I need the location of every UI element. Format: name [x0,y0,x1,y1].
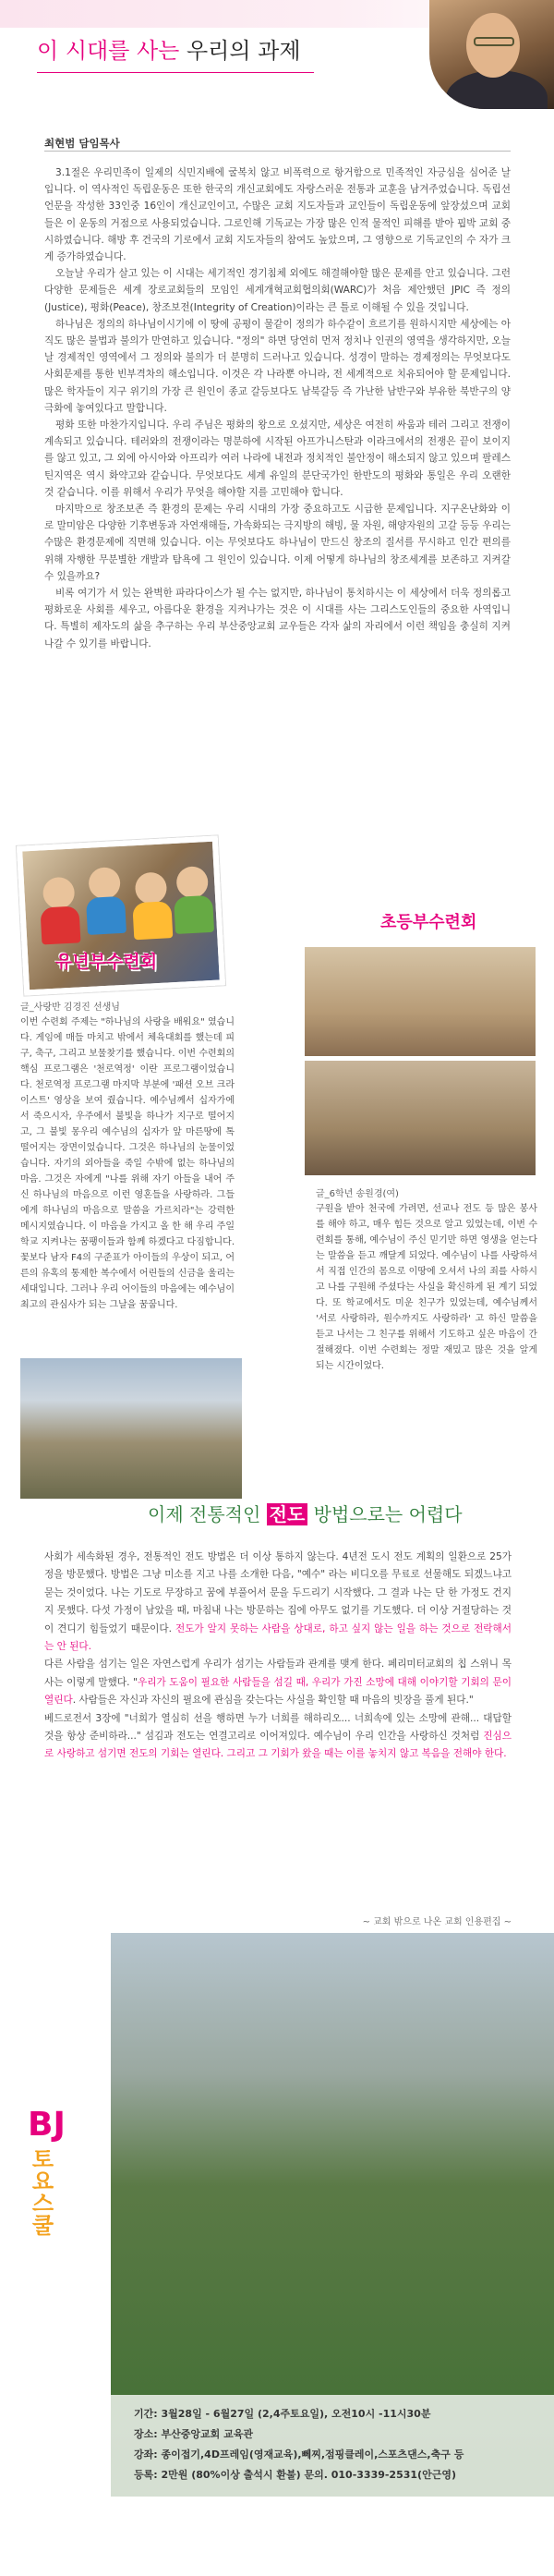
section-pastor-column [0,0,554,813]
youth-body: 이번 수련회 주제는 "하나님의 사랑을 배워요" 였습니다. 게임에 매들 마치고 밖에서 체육대회를 했는데 피구, 축구, 그리고 보물찾기를 했습니다. 이번 수련회의 핵심 프로그램은 '천로역정' 이란 프로그램이었습니다. 천로역정 프로그램 마지막 부분에 '패션 오브 크라이스트' 영상을 보여 줬습니다. 예수님께서 십자가에 서 죽으시자, 우주에서 불빛을 하나가 지구로 떨어지고, 그 불빛 몽우리 예수님의 십자가 앞 마른땅에 톡 떨어지는 장면이었습니다. 그것은 하나님의 눈물이었습니다. 자기의 외아들을 죽일 수밖에 없는 하나님의 마음. 그것은 자에게 "나를 위해 자기 아들을 내어 주신 하나님의 마음으로 이런 영혼들을 사랑하라. 그들에게 하나님의 마음으로 말씀을 가르치라"는 강력한 메시지였습니다. 이 마음을 가지고 올 한 해 우리 주일학교 지켜나는 꿈팽이들과 함께 하겠다고 다짐합니다. 꽃보다 남자 F4의 구준표가 아이들의 우상이 되고, 어른의 유혹의 통제한 복수에서 어린들의 신금을 울리는 세대입니다. 그러나 우리 어이들의 마음에는 예수님이 최고의 관심사가 되는 그날을 꿈꿉니다. [20,1017,235,1310]
paragraph: 하나님은 정의의 하나님이시기에 이 땅에 공평이 물같이 정의가 하수같이 흐르기를 원하시지만 세상에는 아직도 많은 불법과 불의가 만연하고 있습니다. "정의" 하면 당연히 먼저 정치나 인권의 영역을 생각하지만, 오늘날 경제적인 영역에서 그 정의와 불의가 더 분명히 드러나고 있습니다. 성경이 말하는 경제정의는 무엇보다도 사회문제를 통한 빈부격차의 해소입니다. 이것은 각 나라뿐 아니라, 전 세계적으로 치유되어야 할 문제입니다. 많은 학자들이 지구 위기의 가장 큰 원인이 종교 갈등보다도 남북갈등 즉 가난한 남반구와 부유한 북반구의 양극화에 놓여있다고 말합니다. [44,318,511,414]
youth-caption: 글_사랑반 김경진 선생님 [20,1002,120,1013]
outdoor-photo [20,1358,242,1499]
evangelism-title [148,1503,463,1525]
column-title [37,37,301,65]
info-line: 장소: 부산중앙교회 교육관 [134,2428,253,2440]
source-note: ~ 교회 밖으로 나온 교회 인용편집 ~ [362,1917,512,1927]
evangelism-body [44,1549,512,1764]
elementary-body: 구원을 받아 천국에 가려면, 선교나 전도 등 많은 봉사를 해야 하고, 매우 힘든 것으로 알고 있었는데, 이번 수련회를 통해, 예수님이 주신 믿기만 하면 영생을 얻는다는 말씀을 듣고 깨달게 되었다. 예수님이 나를 사랑하셔서 직접 인간의 몸으로 이땅에 오셔서 나의 죄를 사하시고 나를 구원해 주셨다는 사실을 확신하게 된 계기 되었다. 또 학교에서도 미운 친구가 있었는데, 예수님께서 '서로 사랑하라, 원수까지도 사랑하라' 고 하신 말씀을 듣고 나서는 그 친구를 위해서 기도하고 싶은 마음이 간절해졌다. 이번 수련회는 정말 재밌고 많은 것을 알게 되는 시간이었다. [316,1204,537,1371]
title-underline [37,72,314,73]
text-run: 베드로전서 3장에 "너희가 열심히 선을 행하면 누가 너희를 해하리오... 너희속에 있는 소망에 관해... 대답할 것을 항상 준비하라..." 섬김과 전도는 연결고리로 이어져있다. 예수님이 우리 인간을 사랑하신 것처럼 [44,1712,512,1743]
section1-header [0,0,554,92]
info-line: 기간: 3월28일 - 6월27일 (2,4주토요일), 오전10시 -11시30분 [134,2408,431,2420]
section-retreats [0,841,554,1371]
logo-bj: BJ [28,2106,66,2144]
paragraph: 비록 여기가 서 있는 완벽한 파라다이스가 될 수는 없지만, 하나님이 통치하시는 이 세상에서 더욱 정의롭고 평화로운 사회를 세우고, 아름다운 환경을 지켜나가는 것은 이 시대를 사는 그리스도인들의 중요한 사역입니다. 특별히 제자도의 삶을 추구하는 우리 부산중앙교회 교우들은 각자 삶의 자리에서 이런 책임을 충실히 지켜나갈 수 있기를 바랍니다. [44,588,511,650]
elementary-retreat-title: 초등부수련회 [380,913,477,932]
paragraph [44,1656,512,1709]
column-title-suffix: 우리의 과제 [187,38,301,64]
elementary-retreat-photo [305,947,536,1056]
text-run: 사회가 세속화된 경우, 전통적인 전도 방법은 더 이상 통하지 않는다. 4년전 도시 전도 계획의 일환으로 25가정을 방문했다. 방법은 그냥 미소를 지고 나를 소개한 다음, "예수" 라는 비디오를 무료로 선물해도 되겠느냐고 묻는 것이었다. 나는 기도로 무장하고 꿈에 부풀어서 문을 두드리기 시작했다. 그 결과 나는 단 한 가정도 건지지 못했다. 다섯 가정이 남았을 때, 마침내 나는 방문하는 집에 아무도 없기를 기도했다. 더 이상 거절당하는 것이 견디기 힘들었기 때문이다. [44,1551,512,1634]
info-line: 강좌: 종이접기,4D프레임(영재교육),뻬찌,점핑클레이,스포츠댄스,축구 등 [134,2448,464,2461]
paragraph: 마지막으로 창조보존 즉 환경의 문제는 우리 시대의 가장 중요하고도 시급한 문제입니다. 지구온난화와 이로 말미암은 다양한 기후변동과 자연재해들, 가속화되는 극지방의 해빙, 물 자원, 해양자원의 고갈 등등 우리는 수많은 환경문제에 직면해 있습니다. 이는 무엇보다도 하나님이 만드신 창조의 질서를 무시하고 인간 편의를 위해 자행한 무분별한 개발과 탐욕에 그 원인이 있습니다. 이제 어떻게 하나님의 창조세계를 보존하고 지켜갈 수 있을까요? [44,504,511,582]
elementary-caption: 글_6학년 송원경(여) [316,1189,399,1199]
elementary-retreat-photo [305,1061,536,1175]
youth-retreat-title: 유년부수련회 [55,952,158,972]
highlight-text: 우리가 도움이 필요한 사람들을 섬길 때, 우리가 가진 소망에 대해 이야기할 기회의 문이 열린다 [44,1676,512,1707]
highlight-text: 전도가 알지 못하는 사람을 상대로, 하고 싶지 않는 일을 하는 것으로 전락해서는 안 된다. [44,1622,512,1653]
evangelism-title-post: 방법으로는 어렵다 [307,1503,463,1525]
divider [44,151,511,152]
evangelism-title-highlight: 전도 [267,1503,308,1525]
text-run: 다른 사람을 섬기는 일은 자연스럽게 우리가 섬기는 사람들과 관계를 맺게 한다. 페리미터교회의 칩 스위니 목사는 이렇게 말했다. " [44,1659,512,1688]
info-lines [134,2404,464,2485]
author-name: 최현범 담임목사 [44,137,120,150]
section-saturday-school [0,1933,554,2576]
paragraph: 오늘날 우리가 살고 있는 이 시대는 세기적인 경기침체 외에도 해결해야할 많은 문제를 안고 있습니다. 그런 다양한 문제들은 세계 장로교회들의 모임인 세계개혁교회협의회(WARC)가 처음 제안했던 JPIC 즉 정의(Justice), 평화(Peace), 창조보전(Integrity of Creation)이라는 큰 틀로 이해될 수 있을 것입니다. [44,268,511,313]
evangelism-title-pre: 이제 전통적인 [148,1503,267,1525]
pastor-portrait [429,0,554,109]
text-run: . 사람들은 자신과 자신의 필요에 관심을 갖는다는 사실을 확인할 때 마음의 빗장을 풀게 된다." [72,1695,474,1707]
column-body [44,164,511,652]
paragraph [44,1710,512,1764]
info-line: 등록: 2만원 (80%이상 출석시 환불) 문의. 010-3339-2531(안근영) [134,2469,456,2481]
saturday-school-logo [28,2108,111,2236]
column-title-prefix: 이 시대를 사는 [37,38,187,64]
paragraph [44,1549,512,1656]
logo-saturday: 토요스쿨 [28,2147,54,2236]
paragraph: 3.1절은 우리민족이 일제의 식민지배에 굴복치 않고 비폭력으로 항거함으로 민족적인 자긍심을 심어준 날입니다. 이 역사적인 독립운동은 또한 한국의 개신교회에도 자랑스러운 전통과 교훈을 남겨주었습니다. 독립선언문을 작성한 33인중 16인이 개신교인이고, 수많은 교회 지도자들과 교인들이 독립운동에 앞장섰으며 교회들은 이 운동의 거점으로 사용되었습니다. 그로인해 기독교는 가장 많은 인적 물적인 피해를 받아 핍박 교회 중시하였습니다. 해방 후 건국의 기로에서 교회 지도자들의 참여도 높았으며, 그 영향으로 기독교인의 수 자가 크게 증가하였습니다. [44,167,511,263]
paragraph: 평화 또한 마찬가지입니다. 우리 주님은 평화의 왕으로 오셨지만, 세상은 여전히 싸움과 테러 그리고 전쟁이 계속되고 있습니다. 테러와의 전쟁이라는 명분하에 시작된 아프가니스탄과 이라크에서의 전쟁은 끝이 보이지를 않고 있고, 그 외에 아시아와 아프리카 여러 나라에 내전과 정치적인 불안정이 해소되지 않고 있으며 팔레스틴지역은 역시 화약고와 같습니다. 무엇보다도 세계 유일의 분단국가인 한반도의 평화와 통일은 우리 오랜한 것 같습니다. 이를 위해서 우리가 무엇을 해야할 지를 고민해야 합니다. [44,419,511,498]
highlight-text: 진심으로 사랑하고 섬기면 전도의 기회는 열린다. 그리고 그 기회가 왔을 때는 이를 놓치지 않고 복음을 전해야 한다. [44,1731,512,1760]
